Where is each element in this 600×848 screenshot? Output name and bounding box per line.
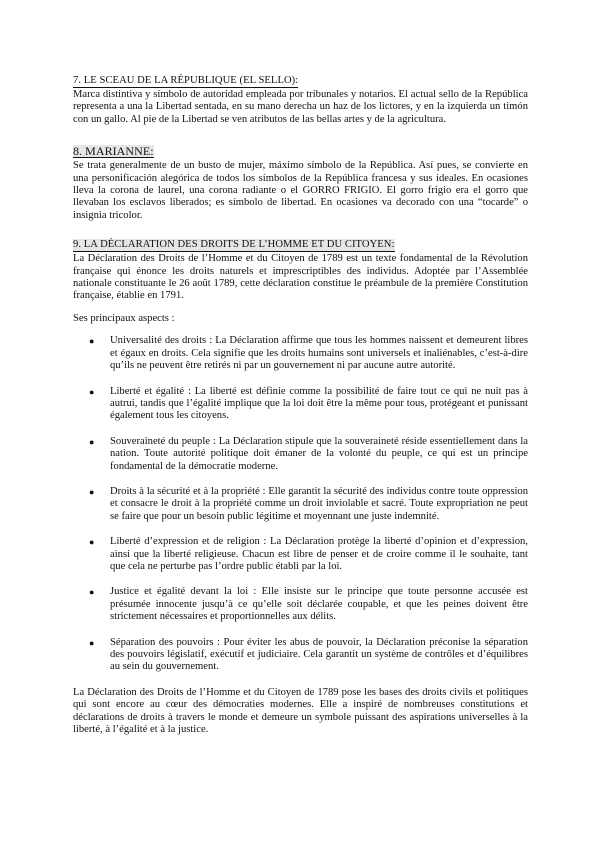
list-item — [73, 637, 528, 674]
list-item — [73, 486, 528, 523]
bullet-icon: ● — [89, 587, 95, 598]
aspects-list — [73, 335, 528, 674]
bullet-icon: ● — [89, 386, 95, 397]
section-body-marianne: Se trata generalmente de un busto de mujer, máximo símbolo de la República. Así pues, se convierte en una personificación alegórica de todos los símbolos de la República francesa y sus ideales. En ocasiones lleva la corona de laurel, una corona radiante o el GORRO FRIGIO. El gorro frigio era el gorro que llevaban los esclavos liberados; es símbolo de libertad. En ocasiones va decorado con una “tocarde” o insignia tricolor. — [73, 160, 528, 221]
section-marianne — [73, 142, 528, 222]
section-sceau — [73, 70, 528, 126]
section-body-sceau: Marca distintiva y símbolo de autoridad empleada por tribunales y notarios. El actual sello de la República representa a una la Libertad sentada, en su mano derecha un haz de los lictores, y en la izquierda un timón con un gallo. Al pie de la Libertad se ven atributos de las bellas artes y de la agricultura. — [73, 89, 528, 125]
list-item — [73, 386, 528, 423]
section-declaration — [73, 234, 528, 736]
section-heading-declaration: 9. LA DÉCLARATION DES DROITS DE L’HOMME ET DU CITOYEN: — [73, 239, 395, 251]
list-item — [73, 586, 528, 623]
bullet-icon: ● — [89, 637, 95, 648]
aspect-text: Liberté d’expression et de religion : La Déclaration protège la liberté d’opinion et d’expression, ainsi que la liberté religieuse. Chacun est libre de penser et de croire comme il le souhaite, tant que cela ne perturbe pas l’ordre public établi par la loi. — [110, 536, 528, 572]
aspect-text: Droits à la sécurité et à la propriété : Elle garantit la sécurité des individus contre toute oppression et consacre le droit à la propriété comme un droit inviolable et sacré. Toute expropriation ne peut se faire que pour un besoin public légitime et moyennant une juste indemnité. — [110, 485, 528, 522]
section-heading-sceau: 7. LE SCEAU DE LA RÉPUBLIQUE (EL SELLO): — [73, 75, 299, 86]
section-heading-marianne: 8. MARIANNE: — [73, 144, 154, 159]
aspect-text: Séparation des pouvoirs : Pour éviter les abus de pouvoir, la Déclaration préconise la séparation des pouvoirs législatif, exécutif et judiciaire. Cela garantit un système de contrôles et d’équilibres au sein du gouvernement. — [110, 636, 528, 673]
section-body-declaration: La Déclaration des Droits de l’Homme et du Citoyen de 1789 est un texte fondamental de la Révolution française qui énonce les droits naturels et imprescriptibles des individus. Adoptée par l’Assemblée nationale constituante le 26 août 1789, cette déclaration constitue le préambule de la première Constitution française, établie en 1791. — [73, 253, 528, 302]
aspects-intro: Ses principaux aspects : — [73, 312, 175, 324]
closing-paragraph: La Déclaration des Droits de l’Homme et du Citoyen de 1789 pose les bases des droits civils et politiques qui sont encore au cœur des démocraties modernes. Elle a inspiré de nombreuses constitutions et déclarations de droits à travers le monde et demeure un symbole puissant des aspirations universelles à la liberté, à l’égalité et à la justice. — [73, 686, 528, 736]
document-page — [73, 70, 528, 746]
bullet-icon: ● — [89, 486, 95, 497]
aspect-text: Justice et égalité devant la loi : Elle insiste sur le principe que toute personne accusée est présumée innocente jusqu’à ce qu’elle soit déclarée coupable, et que les peines doivent être strictement nécessaires et proportionnelles aux délits. — [110, 586, 528, 623]
list-item — [73, 335, 528, 372]
bullet-icon: ● — [89, 436, 95, 447]
bullet-icon: ● — [89, 537, 95, 548]
aspect-text: Universalité des droits : La Déclaration affirme que tous les hommes naissent et demeurent libres et égaux en droits. Cela signifie que les droits humains sont universels et inaliénables, c’est-à-dire qu’ils ne peuvent être retirés ni par un gouvernement ni par aucune autre autorité. — [110, 335, 528, 372]
aspect-text: Souveraineté du peuple : La Déclaration stipule que la souveraineté réside essentiellement dans la nation. Toute autorité politique doit émaner de la volonté du peuple, ce qui est un principe fondamental de la démocratie moderne. — [110, 435, 528, 472]
list-item — [73, 436, 528, 473]
bullet-icon: ● — [89, 336, 95, 347]
list-item — [73, 536, 528, 573]
aspect-text: Liberté et égalité : La liberté est définie comme la possibilité de faire tout ce qui ne nuit pas à autrui, tandis que l’égalité implique que la loi doit être la même pour tous, protégeant et punissant également tous les citoyens. — [110, 385, 528, 422]
